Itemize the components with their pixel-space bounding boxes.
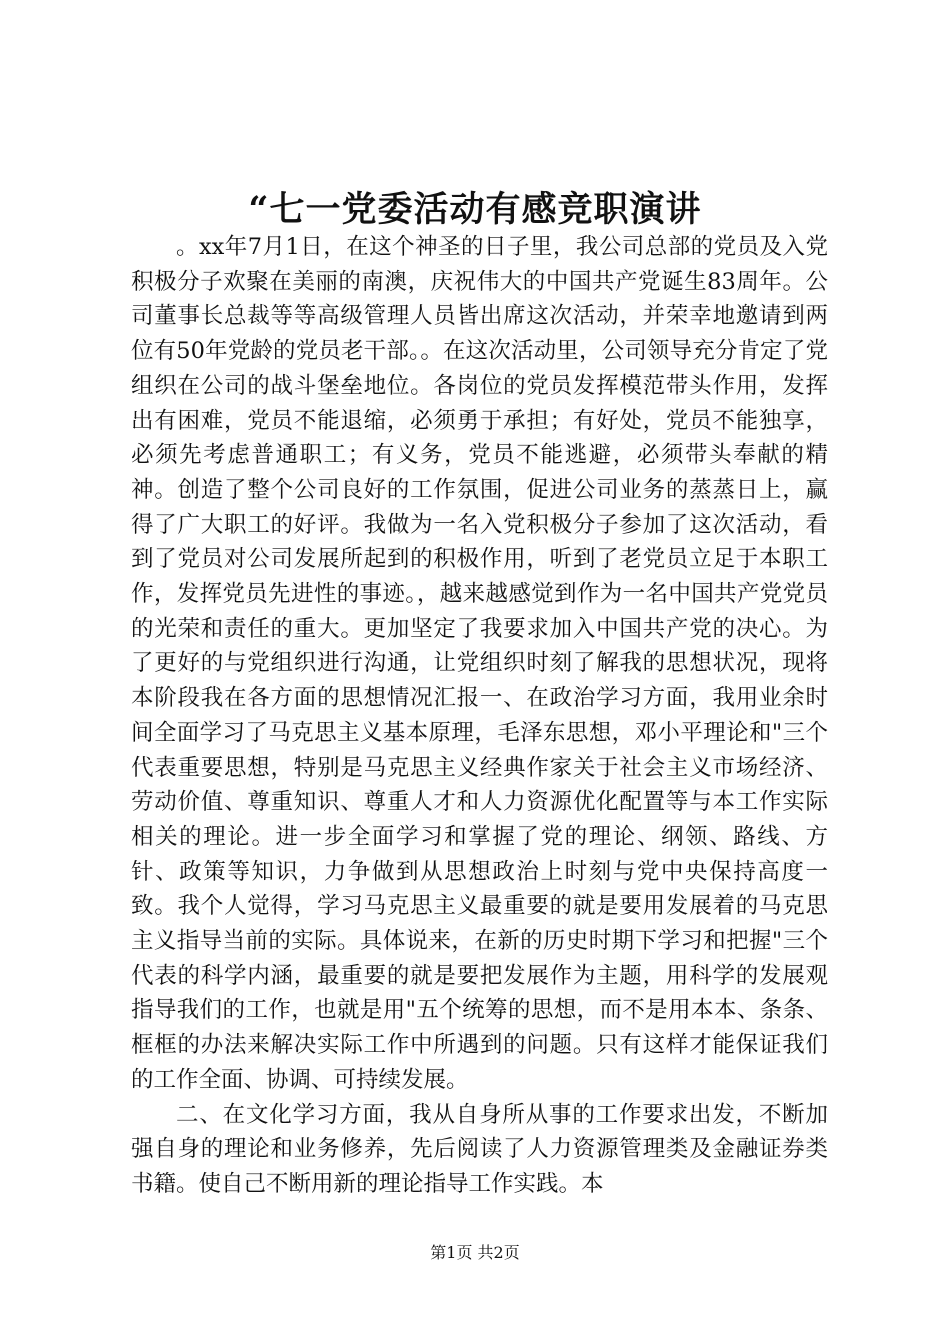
paragraph-1: 。xx年7月1日，在这个神圣的日子里，我公司总部的党员及入党积极分子欢聚在美丽的南澳，庆祝伟大的中国共产党诞生83周年。公司董事长总裁等等高级管理人员皆出席这次活动，并荣幸地邀请到两位有50年党龄的党员老干部。。在这次活动里，公司领导充分肯定了党组织在公司的战斗堡垒地位。各岗位的党员发挥模范带头作用，发挥出有困难，党员不能退缩，必须勇于承担；有好处，党员不能独享，必须先考虑普通职工；有义务，党员不能逃避，必须带头奉献的精神。创造了整个公司良好的工作氛围，促进公司业务的蒸蒸日上，赢得了广大职工的好评。我做为一名入党积极分子参加了这次活动，看到了党员对公司发展所起到的积极作用，听到了老党员立足于本职工作，发挥党员先进性的事迹。，越来越感觉到作为一名中国共产党党员的光荣和责任的重大。更加坚定了我要求加入中国共产党的决心。为了更好的与党组织进行沟通，让党组织时刻了解我的思想状况，现将本阶段我在各方面的思想情况汇报一、在政治学习方面，我用业余时间全面学习了马克思主义基本原理，毛泽东思想，邓小平理论和"三个代表重要思想，特别是马克思主义经典作家关于社会主义市场经济、劳动价值、尊重知识、尊重人才和人力资源优化配置等与本工作实际相关的理论。进一步全面学习和掌握了党的理论、纲领、路线、方针、政策等知识，力争做到从思想政治上时刻与党中央保持高度一致。我个人觉得，学习马克思主义最重要的就是要用发展着的马克思主义指导当前的实际。具体说来，在新的历史时期下学习和把握"三个代表的科学内涵，最重要的就是要把发展作为主题，用科学的发展观指导我们的工作，也就是用"五个统筹的思想，而不是用本本、条条、框框的办法来解决实际工作中所遇到的问题。只有这样才能保证我们的工作全面、协调、可持续发展。	[131, 234, 828, 1093]
page-footer: 第1页 共2页	[430, 1243, 520, 1262]
document-title: “七一党委活动有感竞职演讲	[248, 189, 702, 230]
paragraph-2: 二、在文化学习方面，我从自身所从事的工作要求出发，不断加强自身的理论和业务修养，先后阅读了人力资源管理类及金融证券类书籍。使自己不断用新的理论指导工作实践。本	[131, 1101, 828, 1197]
document-body	[131, 230, 828, 1202]
